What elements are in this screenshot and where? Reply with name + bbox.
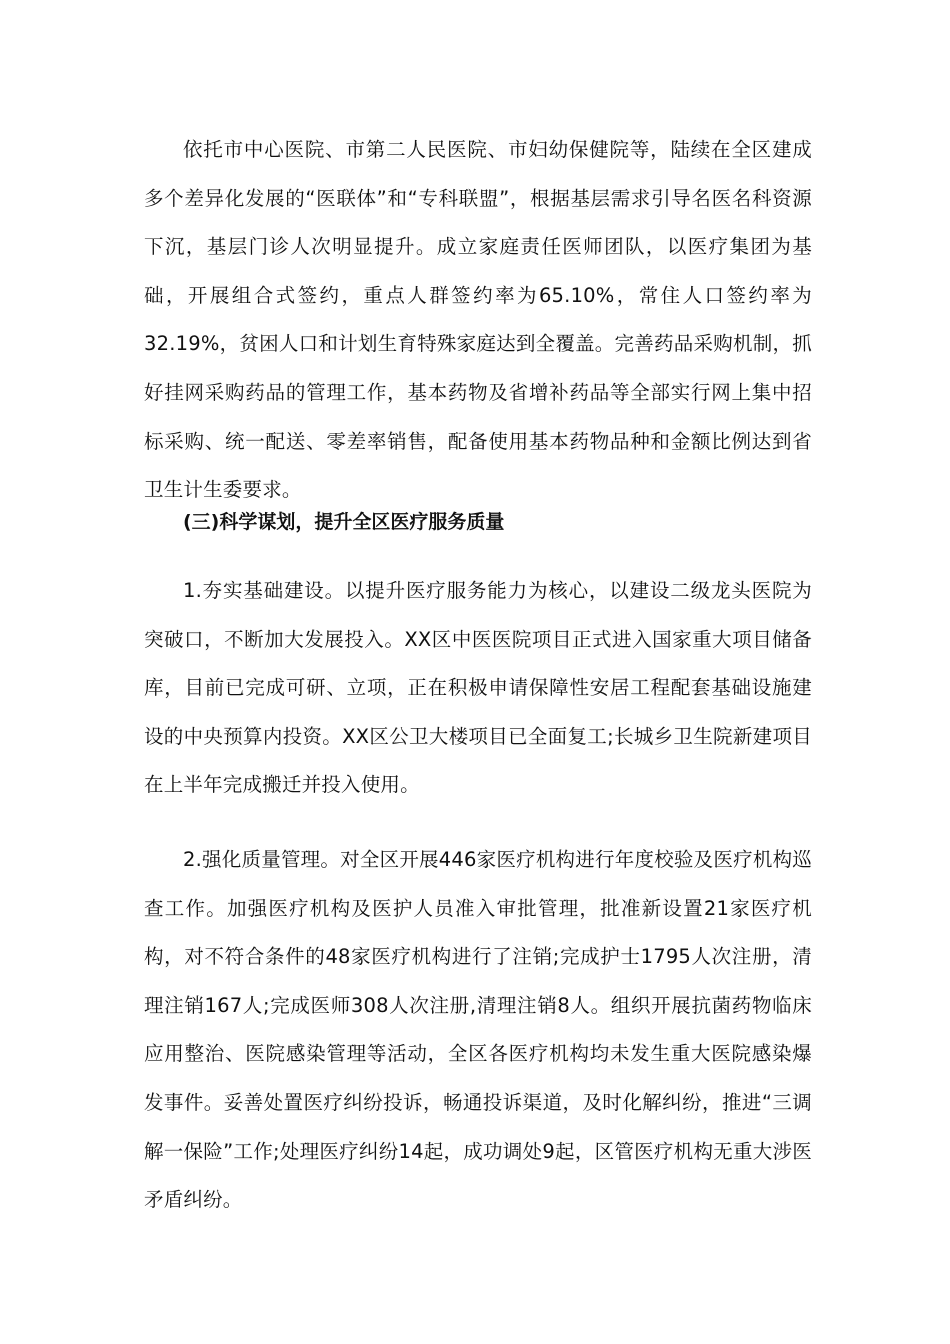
body-paragraph-medical-alliance: 依托市中心医院、市第二人民医院、市妇幼保健院等，陆续在全区建成多个差异化发展的“医联体”和“专科联盟”，根据基层需求引导名医名科资源下沉，基层门诊人次明显提升。成立家庭责任医师团队，以医疗集团为基础，开展组合式签约，重点人群签约率为65.10%，常住人口签约率为32.19%，贫困人口和计划生育特殊家庭达到全覆盖。完善药品采购机制，抓好挂网采购药品的管理工作，基本药物及省增补药品等全部实行网上集中招标采购、统一配送、零差率销售，配备使用基本药物品种和金额比例达到省卫生计生委要求。 xyxy=(144,138,812,502)
body-paragraph-quality-management: 2.强化质量管理。对全区开展446家医疗机构进行年度校验及医疗机构巡查工作。加强医疗机构及医护人员准入审批管理，批准新设置21家医疗机构，对不符合条件的48家医疗机构进行了注销;完成护士1795人次注册，清理注销167人;完成医师308人次注册,清理注销8人。组织开展抗菌药物临床应用整治、医院感染管理等活动，全区各医疗机构均未发生重大医院感染爆发事件。妥善处置医疗纠纷投诉，畅通投诉渠道，及时化解纠纷，推进“三调解一保险”工作;处理医疗纠纷14起，成功调处9起，区管医疗机构无重大涉医矛盾纠纷。 xyxy=(144,848,812,1212)
body-paragraph-infrastructure: 1.夯实基础建设。以提升医疗服务能力为核心，以建设二级龙头医院为突破口，不断加大发展投入。XX区中医医院项目正式进入国家重大项目储备库，目前已完成可研、立项，正在积极申请保障性安居工程配套基础设施建设的中央预算内投资。XX区公卫大楼项目已全面复工;长城乡卫生院新建项目在上半年完成搬迁并投入使用。 xyxy=(144,579,812,797)
section-heading: (三)科学谋划，提升全区医疗服务质量 xyxy=(183,511,505,533)
